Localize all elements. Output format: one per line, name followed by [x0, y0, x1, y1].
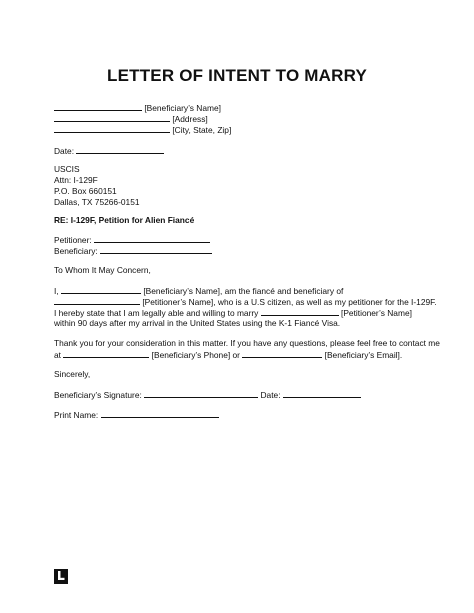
body2-email-label: [Beneficiary’s Email]. — [324, 350, 403, 360]
sender-address-label: [Address] — [172, 114, 208, 124]
body1-line-4: within 90 days after my arrival in the United States using the K-1 Fiancé Visa. — [54, 318, 341, 328]
signature-line — [54, 389, 361, 401]
print-name-blank[interactable] — [101, 409, 219, 418]
recipient-line-2: Attn: I-129F — [54, 175, 98, 185]
body2-phone-blank[interactable] — [63, 349, 149, 358]
sender-city-blank[interactable] — [54, 124, 170, 133]
sender-name-blank[interactable] — [54, 102, 142, 111]
petitioner-label: Petitioner: — [54, 235, 92, 245]
signature-date-blank[interactable] — [283, 389, 361, 398]
body1-i: I, — [54, 286, 59, 296]
petitioner-blank[interactable] — [94, 234, 210, 243]
date-label: Date: — [54, 146, 75, 156]
sender-name-label: [Beneficiary’s Name] — [144, 103, 221, 113]
body2-email-blank[interactable] — [242, 349, 322, 358]
body1-beneficiary-blank[interactable] — [61, 285, 141, 294]
beneficiary-blank[interactable] — [100, 245, 212, 254]
body1-line-3-label: [Petitioner’s Name] — [341, 308, 412, 318]
date-line — [54, 145, 164, 157]
beneficiary-label: Beneficiary: — [54, 246, 98, 256]
signature-label: Beneficiary’s Signature: — [54, 390, 142, 400]
body2-phone-label: [Beneficiary’s Phone] or — [151, 350, 240, 360]
re-line: RE: I-129F, Petition for Alien Fiancé — [54, 215, 195, 225]
recipient-line-1: USCIS — [54, 164, 80, 174]
body2-line-1: Thank you for your consideration in this matter. If you have any questions, please feel free to contact me — [54, 338, 440, 348]
sender-city-label: [City, State, Zip] — [172, 125, 232, 135]
recipient-line-4: Dallas, TX 75266-0151 — [54, 197, 140, 207]
body1-line-1-text: [Beneficiary’s Name], am the fiancé and beneficiary of — [143, 286, 344, 296]
body1-line-2-text: [Petitioner’s Name], who is a U.S citizen, as well as my petitioner for the I-129F. — [142, 297, 437, 307]
signature-date-label: Date: — [260, 390, 281, 400]
print-name-line — [54, 409, 219, 421]
date-blank[interactable] — [76, 145, 164, 154]
body1-petitioner-blank[interactable] — [54, 296, 140, 305]
body1-line-3-text: I hereby state that I am legally able and willing to marry — [54, 308, 259, 318]
body2-line-2 — [54, 349, 402, 361]
legal-templates-logo-icon — [54, 569, 68, 584]
closing: Sincerely, — [54, 369, 91, 379]
body2-at: at — [54, 350, 61, 360]
recipient-line-3: P.O. Box 660151 — [54, 186, 117, 196]
beneficiary-line — [54, 245, 212, 257]
print-name-label: Print Name: — [54, 410, 99, 420]
page-title: LETTER OF INTENT TO MARRY — [107, 66, 367, 85]
signature-blank[interactable] — [144, 389, 258, 398]
sender-city-line — [54, 124, 231, 136]
salutation: To Whom It May Concern, — [54, 265, 151, 275]
body1-petitioner-blank-2[interactable] — [261, 307, 339, 316]
sender-address-blank[interactable] — [54, 113, 170, 122]
